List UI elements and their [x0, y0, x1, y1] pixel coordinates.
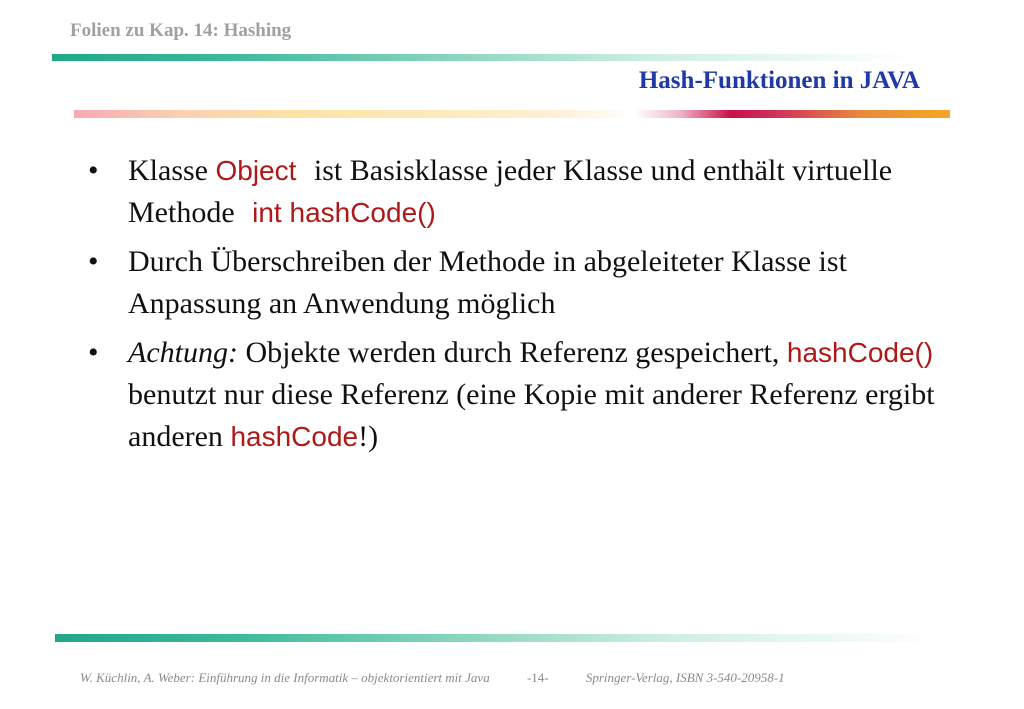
footer-authors: W. Küchlin, A. Weber: Einführung in die Informatik – objektorientiert mit Java — [80, 670, 490, 685]
bullet-text: !) — [358, 420, 379, 453]
code-hashcode: hashCode — [230, 421, 359, 452]
warning-label: Achtung: — [128, 336, 238, 369]
bullet-text: Klasse — [128, 154, 216, 187]
bullet-item-override — [88, 241, 958, 325]
bullet-item-warning — [88, 332, 958, 458]
bullet-text: ist Basisklasse jeder Klasse und enthält virtuelle Methode — [128, 154, 893, 229]
slide-footer — [80, 670, 980, 686]
slide-title: Hash-Funktionen in JAVA — [638, 67, 920, 94]
bullet-text: Durch Überschreiben der Methode in abgeleiteter Klasse ist Anpassung an Anwendung möglich — [128, 245, 847, 320]
code-int-hashcode: int hashCode() — [252, 197, 436, 228]
bottom-divider-bar — [55, 634, 935, 642]
title-divider-bar — [74, 110, 950, 118]
bullet-item-object-class — [88, 150, 958, 234]
top-divider-bar — [52, 54, 912, 61]
bullet-marker: • — [88, 245, 99, 278]
bullet-marker: • — [88, 336, 99, 369]
bullet-marker: • — [88, 154, 99, 187]
bullet-text: benutzt nur diese Referenz (eine Kopie mit anderer Referenz ergibt anderen — [128, 378, 935, 453]
footer-page-number: -14- — [526, 670, 549, 685]
footer-publisher: Springer-Verlag, ISBN 3-540-20958-1 — [585, 670, 785, 685]
bullet-list — [88, 150, 958, 465]
code-object: Object — [215, 155, 297, 186]
code-hashcode-call: hashCode() — [786, 337, 934, 368]
bullet-text: Objekte werden durch Referenz gespeichert, — [237, 336, 787, 369]
chapter-header: Folien zu Kap. 14: Hashing — [70, 20, 292, 41]
